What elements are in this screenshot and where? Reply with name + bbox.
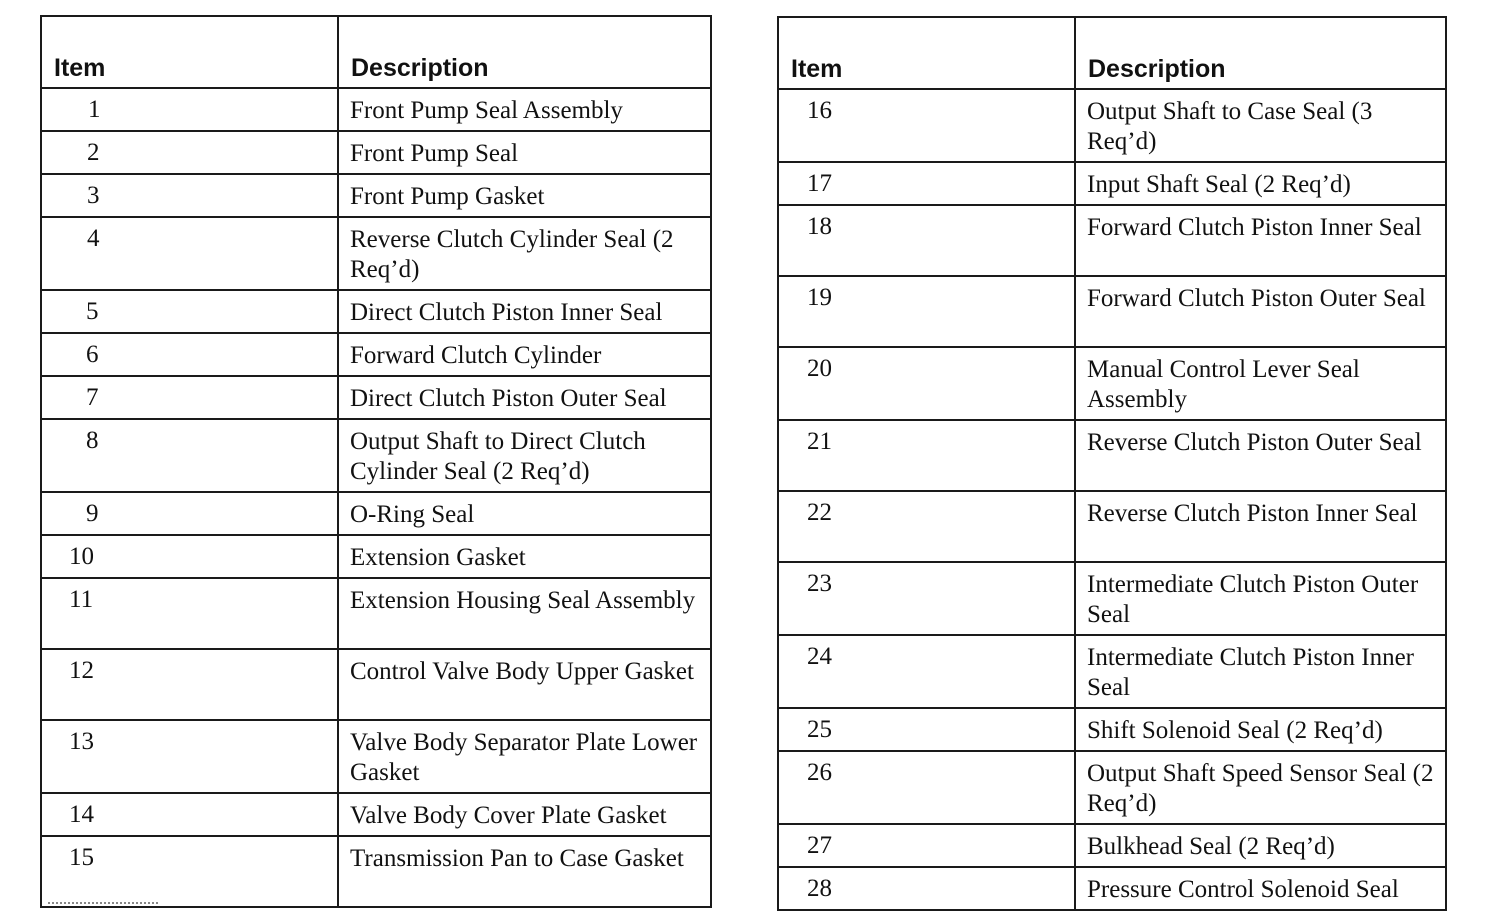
description-cell: Direct Clutch Piston Outer Seal	[338, 376, 711, 419]
item-number: 12	[69, 657, 94, 684]
item-number-cell	[778, 347, 1075, 420]
table-row	[778, 420, 1446, 491]
item-number: 16	[807, 97, 832, 124]
table-row	[778, 635, 1446, 708]
item-number-cell	[41, 836, 338, 907]
item-number: 9	[86, 500, 99, 527]
item-number: 8	[86, 427, 99, 454]
item-number: 6	[86, 341, 99, 368]
item-number-cell	[41, 174, 338, 217]
item-number: 22	[807, 499, 832, 526]
item-number: 26	[807, 759, 832, 786]
table-row	[41, 217, 711, 290]
table-row	[41, 535, 711, 578]
item-number: 11	[69, 586, 94, 613]
item-number-cell	[41, 492, 338, 535]
table-row	[778, 562, 1446, 635]
description-cell: Intermediate Clutch Piston Inner Seal	[1075, 635, 1446, 708]
item-number-cell	[778, 89, 1075, 162]
item-number: 3	[87, 182, 100, 209]
description-cell: Extension Gasket	[338, 535, 711, 578]
parts-table-left	[40, 15, 712, 908]
table-row	[41, 419, 711, 492]
table-row	[778, 276, 1446, 347]
table-row	[41, 649, 711, 720]
item-number-cell	[41, 793, 338, 836]
description-cell: Front Pump Seal	[338, 131, 711, 174]
table-row	[778, 708, 1446, 751]
table-row	[778, 89, 1446, 162]
item-number: 25	[807, 716, 832, 743]
table-row	[778, 824, 1446, 867]
table-row	[41, 131, 711, 174]
description-cell: Intermediate Clutch Piston Outer Seal	[1075, 562, 1446, 635]
description-cell: Pressure Control Solenoid Seal	[1075, 867, 1446, 910]
item-number-cell	[41, 333, 338, 376]
table-row	[778, 162, 1446, 205]
description-cell: O-Ring Seal	[338, 492, 711, 535]
item-number-cell	[41, 649, 338, 720]
table-row	[41, 578, 711, 649]
item-number-cell	[41, 88, 338, 131]
description-cell: Control Valve Body Upper Gasket	[338, 649, 711, 720]
item-number: 18	[807, 213, 832, 240]
description-cell: Extension Housing Seal Assembly	[338, 578, 711, 649]
item-number-cell	[41, 535, 338, 578]
item-number: 27	[807, 832, 832, 859]
item-number: 2	[87, 139, 100, 166]
table-row	[41, 333, 711, 376]
table-row	[778, 347, 1446, 420]
table-row	[41, 836, 711, 907]
item-number-cell	[778, 162, 1075, 205]
item-number-cell	[778, 420, 1075, 491]
table-row	[41, 793, 711, 836]
item-number: 4	[87, 225, 100, 252]
item-number-cell	[778, 824, 1075, 867]
item-number: 10	[69, 543, 94, 570]
item-number: 21	[807, 428, 832, 455]
item-number: 28	[807, 875, 832, 902]
description-cell: Valve Body Cover Plate Gasket	[338, 793, 711, 836]
item-number-cell	[41, 217, 338, 290]
item-number-cell	[778, 205, 1075, 276]
item-number-cell	[778, 708, 1075, 751]
table-header-row	[41, 16, 711, 88]
item-number-cell	[778, 635, 1075, 708]
item-number-cell	[41, 578, 338, 649]
description-cell: Forward Clutch Cylinder	[338, 333, 711, 376]
description-cell: Front Pump Seal Assembly	[338, 88, 711, 131]
item-number: 20	[807, 355, 832, 382]
table-header-row	[778, 17, 1446, 89]
item-number: 5	[86, 298, 99, 325]
description-column-header: Description	[1075, 17, 1446, 89]
description-cell: Direct Clutch Piston Inner Seal	[338, 290, 711, 333]
item-number-cell	[41, 419, 338, 492]
item-column-header: Item	[778, 17, 1075, 89]
item-number: 23	[807, 570, 832, 597]
item-number-cell	[778, 867, 1075, 910]
item-number: 7	[86, 384, 99, 411]
item-number: 15	[69, 844, 94, 871]
item-number: 1	[88, 96, 101, 123]
item-number: 24	[807, 643, 832, 670]
description-cell: Output Shaft to Direct Clutch Cylinder Seal (2 Req’d)	[338, 419, 711, 492]
table-row	[778, 751, 1446, 824]
table-row	[41, 290, 711, 333]
item-number-cell	[778, 562, 1075, 635]
page-edge-divider	[48, 902, 158, 908]
item-number: 14	[69, 801, 94, 828]
item-number-cell	[778, 751, 1075, 824]
table-row	[41, 492, 711, 535]
description-cell: Manual Control Lever Seal Assembly	[1075, 347, 1446, 420]
description-cell: Output Shaft to Case Seal (3 Req’d)	[1075, 89, 1446, 162]
description-cell: Output Shaft Speed Sensor Seal (2 Req’d)	[1075, 751, 1446, 824]
item-number-cell	[778, 491, 1075, 562]
item-number: 17	[807, 170, 832, 197]
item-number-cell	[41, 131, 338, 174]
description-cell: Forward Clutch Piston Outer Seal	[1075, 276, 1446, 347]
table-row	[778, 867, 1446, 910]
table-row	[41, 376, 711, 419]
item-number: 13	[69, 728, 94, 755]
table-row	[41, 720, 711, 793]
item-number-cell	[41, 720, 338, 793]
description-cell: Reverse Clutch Cylinder Seal (2 Req’d)	[338, 217, 711, 290]
description-cell: Forward Clutch Piston Inner Seal	[1075, 205, 1446, 276]
description-column-header: Description	[338, 16, 711, 88]
table-row	[41, 88, 711, 131]
parts-table-right	[777, 16, 1447, 911]
item-number: 19	[807, 284, 832, 311]
table-row	[778, 491, 1446, 562]
description-cell: Front Pump Gasket	[338, 174, 711, 217]
description-cell: Valve Body Separator Plate Lower Gasket	[338, 720, 711, 793]
description-cell: Bulkhead Seal (2 Req’d)	[1075, 824, 1446, 867]
description-cell: Shift Solenoid Seal (2 Req’d)	[1075, 708, 1446, 751]
item-column-header: Item	[41, 16, 338, 88]
description-cell: Reverse Clutch Piston Inner Seal	[1075, 491, 1446, 562]
table-row	[778, 205, 1446, 276]
table-row	[41, 174, 711, 217]
description-cell: Input Shaft Seal (2 Req’d)	[1075, 162, 1446, 205]
item-number-cell	[41, 290, 338, 333]
description-cell: Reverse Clutch Piston Outer Seal	[1075, 420, 1446, 491]
item-number-cell	[778, 276, 1075, 347]
item-number-cell	[41, 376, 338, 419]
description-cell: Transmission Pan to Case Gasket	[338, 836, 711, 907]
